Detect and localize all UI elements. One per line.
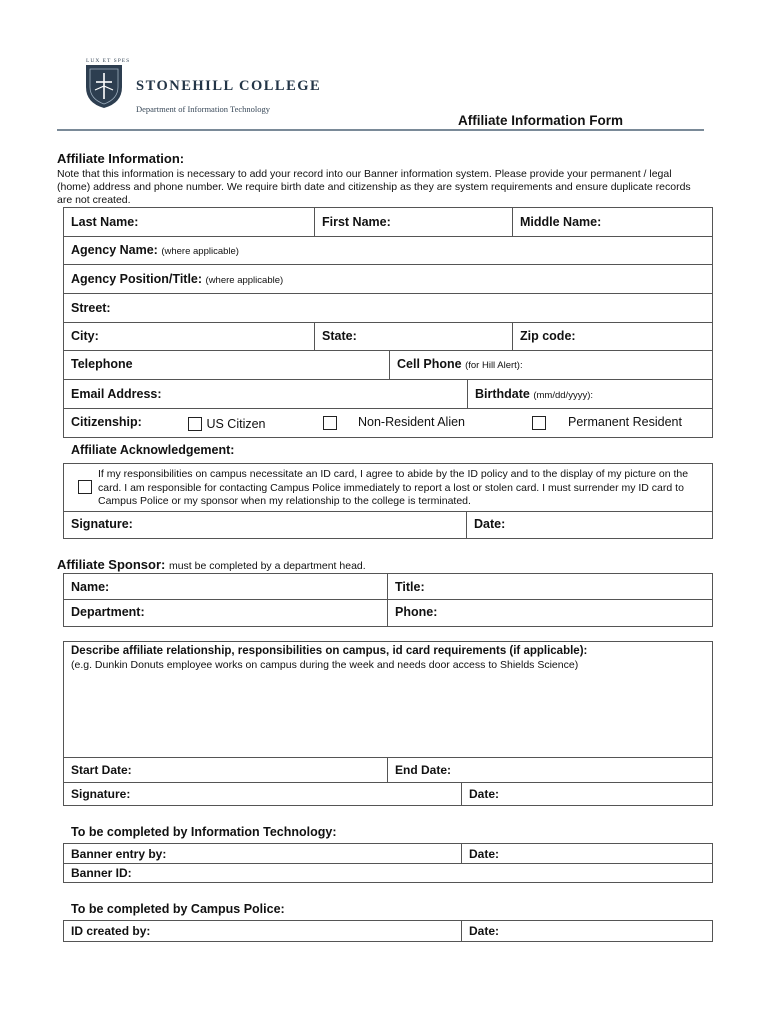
rel-signature-label: Signature: bbox=[71, 787, 131, 801]
sponsor-phone-label: Phone: bbox=[395, 605, 438, 619]
first-name-field[interactable] bbox=[314, 208, 513, 236]
date-range-row bbox=[64, 758, 712, 783]
banner-entry-row bbox=[64, 844, 712, 864]
ack-signature-field[interactable] bbox=[64, 512, 466, 538]
rel-signature-field[interactable] bbox=[64, 783, 461, 805]
street-field[interactable] bbox=[64, 294, 712, 323]
sponsor-dept-row bbox=[64, 600, 712, 626]
sponsor-table bbox=[63, 573, 713, 627]
ack-date-label: Date: bbox=[474, 517, 506, 531]
police-table bbox=[63, 920, 713, 942]
banner-entry-label: Banner entry by: bbox=[71, 847, 167, 861]
agency-name-hint: (where applicable) bbox=[161, 246, 239, 257]
ack-signature-row bbox=[64, 512, 712, 538]
police-date-label: Date: bbox=[469, 924, 500, 938]
email-label: Email Address: bbox=[71, 387, 162, 401]
citizenship-label: Citizenship: bbox=[71, 415, 142, 429]
it-date-label: Date: bbox=[469, 847, 500, 861]
banner-entry-field[interactable] bbox=[64, 844, 461, 863]
affiliate-info-table bbox=[63, 207, 713, 438]
sponsor-phone-field[interactable] bbox=[387, 600, 712, 626]
relationship-table bbox=[63, 641, 713, 806]
non-resident-label: Non-Resident Alien bbox=[358, 415, 466, 429]
ack-date-field[interactable] bbox=[466, 512, 712, 538]
phone-row bbox=[64, 351, 712, 380]
last-name-label: Last Name: bbox=[71, 215, 139, 229]
id-created-field[interactable] bbox=[64, 921, 461, 941]
agency-position-label: Agency Position/Title: bbox=[71, 272, 203, 286]
us-citizen-checkbox[interactable] bbox=[188, 417, 202, 431]
form-title: Affiliate Information Form bbox=[458, 113, 623, 128]
email-field[interactable] bbox=[64, 380, 467, 408]
rel-signature-row bbox=[64, 783, 712, 805]
ack-signature-label: Signature: bbox=[71, 517, 133, 531]
birthdate-field[interactable] bbox=[467, 380, 712, 408]
agency-position-hint: (where applicable) bbox=[205, 275, 284, 286]
cell-phone-hint: (for Hill Alert): bbox=[465, 360, 523, 371]
acknowledgement-row bbox=[64, 464, 712, 512]
agency-position-field[interactable] bbox=[64, 265, 712, 294]
birthdate-hint: (mm/dd/yyyy): bbox=[533, 390, 593, 401]
banner-id-field[interactable] bbox=[64, 864, 712, 882]
agency-name-field[interactable] bbox=[64, 236, 712, 265]
agency-name-label: Agency Name: bbox=[71, 243, 158, 257]
last-name-field[interactable] bbox=[64, 208, 314, 236]
police-section-title: To be completed by Campus Police: bbox=[71, 902, 285, 916]
start-date-field[interactable] bbox=[64, 758, 387, 782]
acknowledgement-checkbox[interactable] bbox=[78, 480, 92, 494]
sponsor-department-label: Department: bbox=[71, 605, 145, 619]
state-label: State: bbox=[322, 329, 357, 343]
telephone-label: Telephone bbox=[71, 357, 133, 371]
sponsor-title-label: Title: bbox=[395, 580, 425, 594]
it-date-field[interactable] bbox=[461, 844, 712, 863]
middle-name-field[interactable] bbox=[512, 208, 712, 236]
acknowledgement-title: Affiliate Acknowledgement: bbox=[71, 443, 235, 457]
affiliate-note: Note that this information is necessary to add your record into our Banner information system. Please provide your permanent / legal (home) address and phone number. We require birth date and citizenship as they are system requirements and ensure duplicate records are not created. bbox=[57, 168, 691, 206]
sponsor-title-field[interactable] bbox=[387, 574, 712, 599]
id-created-row bbox=[64, 921, 712, 941]
sponsor-title-line bbox=[57, 557, 366, 572]
rel-date-label: Date: bbox=[469, 787, 500, 801]
affiliate-section-title: Affiliate Information: bbox=[57, 151, 185, 166]
middle-name-label: Middle Name: bbox=[520, 215, 602, 229]
name-row bbox=[64, 208, 712, 237]
college-motto: LUX ET SPES bbox=[86, 58, 131, 64]
relationship-example: (e.g. Dunkin Donuts employee works on campus during the week and needs door access to Shields Science) bbox=[71, 659, 579, 671]
zip-code-field[interactable] bbox=[512, 323, 712, 350]
sponsor-name-row bbox=[64, 574, 712, 600]
start-date-label: Start Date: bbox=[71, 763, 132, 777]
cell-phone-label: Cell Phone bbox=[397, 357, 462, 371]
street-label: Street: bbox=[71, 301, 111, 315]
rel-date-field[interactable] bbox=[461, 783, 712, 805]
sponsor-name-field[interactable] bbox=[64, 574, 387, 599]
sponsor-title: Affiliate Sponsor: bbox=[57, 557, 166, 572]
birthdate-label: Birthdate bbox=[475, 387, 530, 401]
address-row bbox=[64, 323, 712, 351]
end-date-field[interactable] bbox=[387, 758, 712, 782]
acknowledgement-text: If my responsibilities on campus necessitate an ID card, I agree to abide by the ID policy and to the display of my picture on the card. I am responsible for contacting Campus Police immediately to report a lost or stolen card. I must surrender my ID card to Campus Police or my sponsor when my relationship to the college is terminated. bbox=[98, 468, 689, 507]
zip-code-label: Zip code: bbox=[520, 329, 576, 343]
department-name: Department of Information Technology bbox=[136, 104, 271, 114]
relationship-description-field[interactable] bbox=[64, 642, 712, 758]
state-field[interactable] bbox=[314, 323, 513, 350]
sponsor-title-hint: must be completed by a department head. bbox=[168, 560, 366, 572]
college-name: STONEHILL COLLEGE bbox=[136, 78, 322, 94]
non-resident-checkbox[interactable] bbox=[323, 416, 337, 430]
citizenship-row bbox=[64, 409, 712, 437]
sponsor-name-label: Name: bbox=[71, 580, 110, 594]
city-label: City: bbox=[71, 329, 99, 343]
banner-id-label: Banner ID: bbox=[71, 866, 132, 880]
acknowledgement-table bbox=[63, 463, 713, 539]
email-row bbox=[64, 380, 712, 409]
end-date-label: End Date: bbox=[395, 763, 452, 777]
relationship-prompt: Describe affiliate relationship, responsibilities on campus, id card requirements (if applicable): bbox=[71, 645, 588, 657]
it-section-title: To be completed by Information Technology: bbox=[71, 825, 337, 839]
college-crest-logo bbox=[84, 57, 124, 109]
cell-phone-field[interactable] bbox=[389, 351, 712, 379]
police-date-field[interactable] bbox=[461, 921, 712, 941]
it-table bbox=[63, 843, 713, 883]
permanent-resident-label: Permanent Resident bbox=[568, 415, 682, 429]
sponsor-department-field[interactable] bbox=[64, 600, 387, 626]
id-created-label: ID created by: bbox=[71, 924, 151, 938]
us-citizen-label: US Citizen bbox=[206, 417, 266, 431]
telephone-field[interactable] bbox=[64, 351, 389, 379]
first-name-label: First Name: bbox=[322, 215, 391, 229]
us-citizen-option[interactable] bbox=[188, 415, 266, 433]
permanent-resident-checkbox[interactable] bbox=[532, 416, 546, 430]
city-field[interactable] bbox=[64, 323, 314, 350]
header-divider bbox=[57, 129, 704, 131]
